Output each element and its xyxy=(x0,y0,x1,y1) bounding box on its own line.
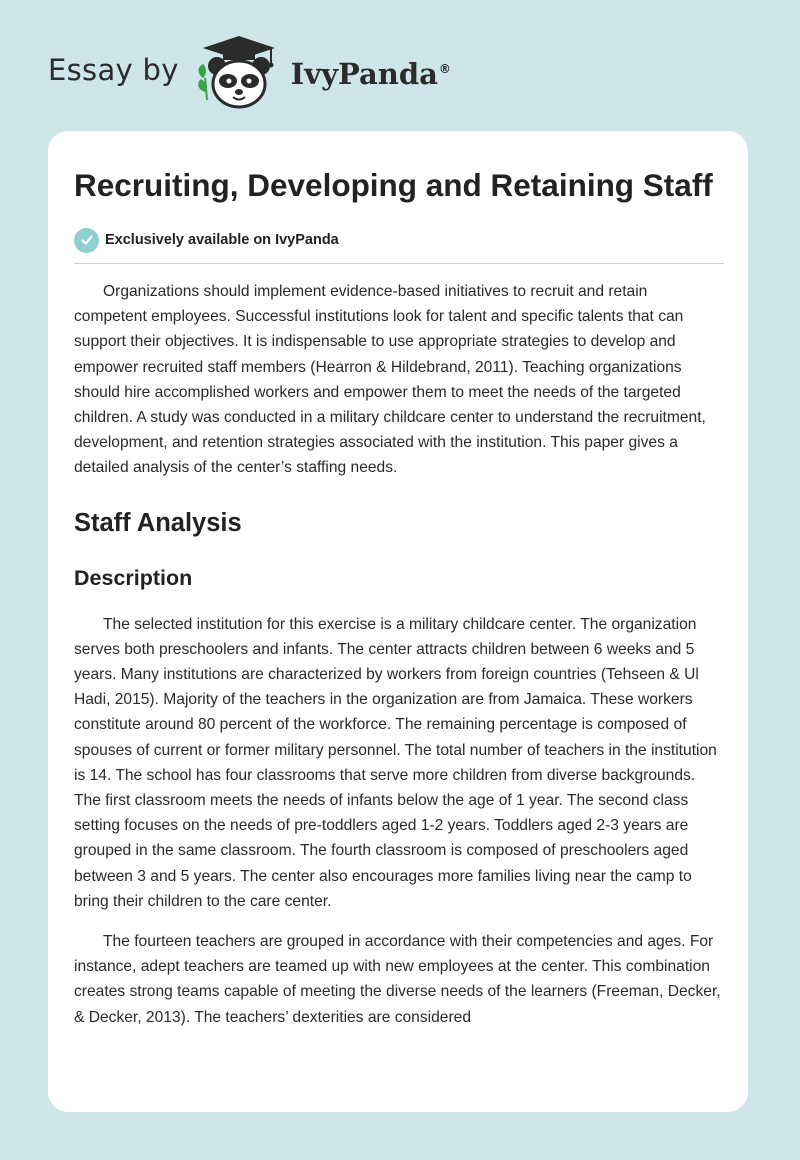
brand-name: IvyPanda® xyxy=(290,57,451,91)
description-paragraph-1: The selected institution for this exercise is a military childcare center. The organization serves both preschoolers and infants. The center attracts children between 6 weeks and 5 years. Many institutions are characterized by workers from foreign countries (Tehseen & Ul Hadi, 2015). Majority of the teachers in the organization are from Jamaica. These workers constitute around 80 percent of the workforce. The remaining percentage is composed of spouses of current or former military personnel. The total number of teachers in the institution is 14. The school has four classrooms that serve more children from diverse backgrounds. The first classroom meets the needs of infants below the age of 1 year. The second class setting focuses on the needs of pre-toddlers aged 1-2 years. Toddlers aged 2-3 years are grouped in the same classroom. The fourth classroom is composed of preschoolers aged between 3 and 5 years. The center also encourages more families living near the camp to bring their children to the care center. xyxy=(74,615,717,910)
article-card xyxy=(48,131,748,1112)
divider xyxy=(74,263,724,264)
brand-prefix: Essay by xyxy=(48,53,179,87)
article-title: Recruiting, Developing and Retaining Staff xyxy=(74,167,713,203)
subsection-heading-description: Description xyxy=(74,565,193,590)
exclusive-badge xyxy=(74,227,724,253)
exclusive-badge-text: Exclusively available on IvyPanda xyxy=(105,232,339,248)
description-paragraph-2: The fourteen teachers are grouped in accordance with their competencies and ages. For instance, adept teachers are teamed up with new employees at the center. This combination creates strong teams capable of meeting the diverse needs of the learners (Freeman, Decker, & Decker, 2013). The teachers’ dexterities are considered xyxy=(74,933,721,1026)
check-circle-icon xyxy=(74,228,99,253)
brand-logo[interactable] xyxy=(48,34,488,110)
intro-paragraph: Organizations should implement evidence-based initiatives to recruit and retain competent employees. Successful institutions look for talent and specific talents that can support their objectives. It is indispensable to use appropriate strategies to develop and empower recruited staff members (Hearron & Hildebrand, 2011). Teaching organizations should hire accomplished workers and empower them to meet the needs of the targeted children. A study was conducted in a military childcare center to understand the recruitment, development, and retention strategies associated with the institution. This paper gives a detailed analysis of the center’s staffing needs. xyxy=(74,283,706,477)
article-content xyxy=(74,165,724,1030)
section-heading-staff-analysis: Staff Analysis xyxy=(74,508,242,537)
panda-mascot-icon xyxy=(193,34,285,110)
